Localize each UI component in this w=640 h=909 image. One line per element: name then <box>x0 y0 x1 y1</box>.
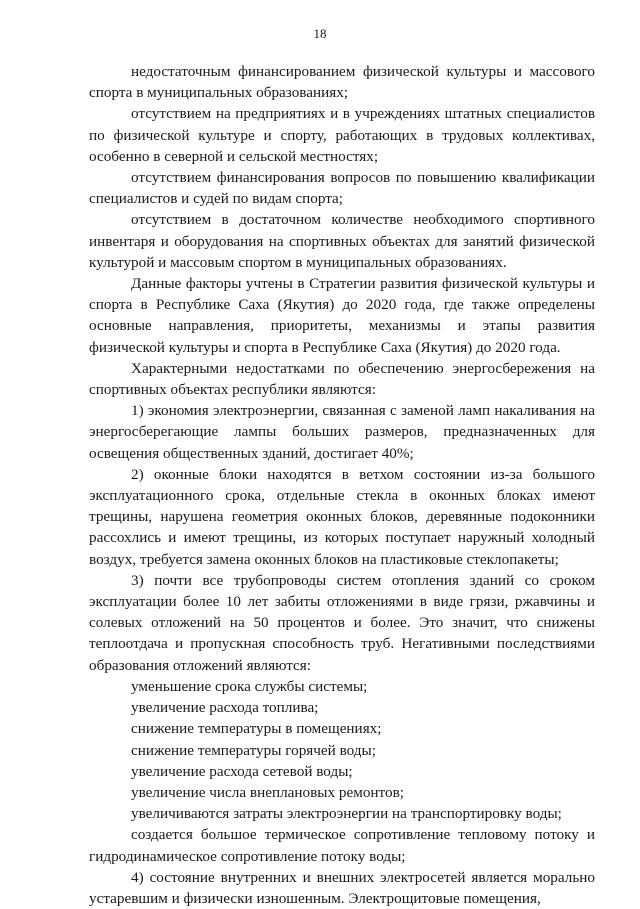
paragraph: отсутствием финансирования вопросов по повышению квалификации специалистов и судей по видам спорта; <box>89 169 595 208</box>
list-item: 2) оконные блоки находятся в ветхом состоянии из-за большого эксплуатационного срока, отдельные стекла в оконных блоках имеют трещины, нарушена геометрия оконных блоков, деревянные подоконники рассохлись и имеют трещины, из которых поступает наружный холодный воздух, требуется замена оконных блоков на пластиковые стеклопакеты; <box>89 465 595 568</box>
list-item: снижение температуры горячей воды; <box>131 741 376 759</box>
list-item: 1) экономия электроэнергии, связанная с заменой ламп накаливания на энергосберегающие лампы больших размеров, предназначенных для освещения общественных зданий, достигает 40%; <box>89 402 595 462</box>
list-item: увеличиваются затраты электроэнергии на транспортировку воды; <box>131 805 562 823</box>
paragraph: недостаточным финансированием физической культуры и массового спорта в муниципальных образованиях; <box>89 63 595 102</box>
list-item: 3) почти все трубопроводы систем отопления зданий со сроком эксплуатации более 10 лет забиты отложениями в виде грязи, ржавчины и солевых отложений на 50 процентов и более. Это значит, что снижены теплоотдача и пропускная способность труб. Негативными последствиями образования отложений являются: <box>89 571 595 674</box>
list-item: снижение температуры в помещениях; <box>131 720 382 738</box>
list-item: увеличение расхода топлива; <box>131 699 319 717</box>
document-body <box>89 61 595 909</box>
list-item: уменьшение срока службы системы; <box>131 677 368 695</box>
list-item: увеличение числа внеплановых ремонтов; <box>131 783 404 801</box>
paragraph: Характерными недостатками по обеспечению энергосбережения на спортивных объектах республики являются: <box>89 359 595 399</box>
paragraph: отсутствием в достаточном количестве необходимого спортивного инвентаря и оборудования на спортивных объектах для занятий физической культурой и массовым спортом в муниципальных образованиях. <box>89 211 595 271</box>
paragraph: Данные факторы учтены в Стратегии развития физической культуры и спорта в Республике Саха (Якутия) до 2020 года, где также определены основные направления, приоритеты, механизмы и этапы развития физической культуры и спорта в Республике Саха (Якутия) до 2020 года. <box>89 275 595 356</box>
list-item: создается большое термическое сопротивление тепловому потоку и гидродинамическое сопротивление потоку воды; <box>89 826 595 865</box>
list-item: 4) состояние внутренних и внешних электросетей является морально устаревшим и физически изношенным. Электрощитовые помещения, <box>89 868 595 907</box>
page-number: 18 <box>313 26 327 41</box>
paragraph: отсутствием на предприятиях и в учреждениях штатных специалистов по физической культуре и спорту, работающих в трудовых коллективах, особенно в северной и сельской местностях; <box>89 105 595 165</box>
list-item: увеличение расхода сетевой воды; <box>131 762 353 780</box>
